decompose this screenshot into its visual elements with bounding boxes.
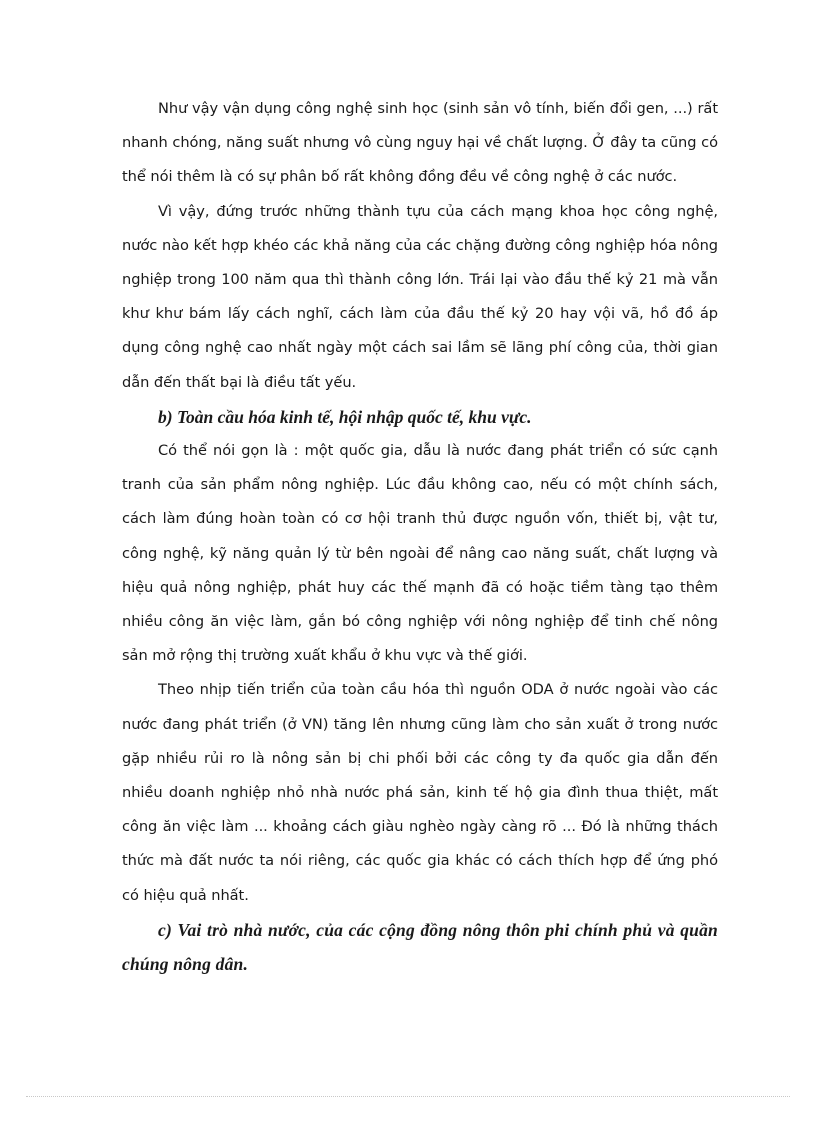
section-heading-b: b) Toàn cầu hóa kinh tế, hội nhập quốc tế, khu vực. [158, 406, 532, 427]
page-footer-rule [26, 1096, 790, 1097]
document-body [122, 92, 718, 981]
paragraph-globalization: Có thể nói gọn là : một quốc gia, dẫu là nước đang phát triển có sức cạnh tranh của sản phẩm nông nghiệp. Lúc đầu không cao, nếu có một chính sách, cách làm đúng hoàn toàn có cơ hội tranh thủ được nguồn vốn, thiết bị, vật tư, công nghệ, kỹ năng quản lý từ bên ngoài để nâng cao năng suất, chất lượng và hiệu quả nông nghiệp, phát huy các thế mạnh đã có hoặc tiềm tàng tạo thêm nhiều công ăn việc làm, gắn bó công nghiệp với nông nghiệp để tinh chế nông sản mở rộng thị trường xuất khẩu ở khu vực và thế giới. [122, 442, 718, 665]
paragraph-tech-revolution: Vì vậy, đứng trước những thành tựu của cách mạng khoa học công nghệ, nước nào kết hợp khéo các khả năng của các chặng đường công nghiệp hóa nông nghiệp trong 100 năm qua thì thành công lớn. Trái lại vào đầu thế kỷ 21 mà vẫn khư khư bám lấy cách nghĩ, cách làm của đầu thế kỷ 20 hay vội vã, hồ đồ áp dụng công nghệ cao nhất ngày một cách sai lầm sẽ lãng phí công của, thời gian dẫn đến thất bại là điều tất yếu. [122, 202, 718, 391]
section-heading-c: c) Vai trò nhà nước, của các cộng đồng nông thôn phi chính phủ và quần chúng nông dân. [122, 919, 718, 975]
paragraph-biotech: Như vậy vận dụng công nghệ sinh học (sinh sản vô tính, biến đổi gen, ...) rất nhanh chóng, năng suất nhưng vô cùng nguy hại về chất lượng. Ở đây ta cũng có thể nói thêm là có sự phân bố rất không đồng đều về công nghệ ở các nước. [122, 100, 718, 186]
paragraph-oda: Theo nhịp tiến triển của toàn cầu hóa thì nguồn ODA ở nước ngoài vào các nước đang phát triển (ở VN) tăng lên nhưng cũng làm cho sản xuất ở trong nước gặp nhiều rủi ro là nông sản bị chi phối bởi các công ty đa quốc gia dẫn đến nhiều doanh nghiệp nhỏ nhà nước phá sản, kinh tế hộ gia đình thua thiệt, mất công ăn việc làm ... khoảng cách giàu nghèo ngày càng rõ ... Đó là những thách thức mà đất nước ta nói riêng, các quốc gia khác có cách thích hợp để ứng phó có hiệu quả nhất. [122, 681, 718, 904]
